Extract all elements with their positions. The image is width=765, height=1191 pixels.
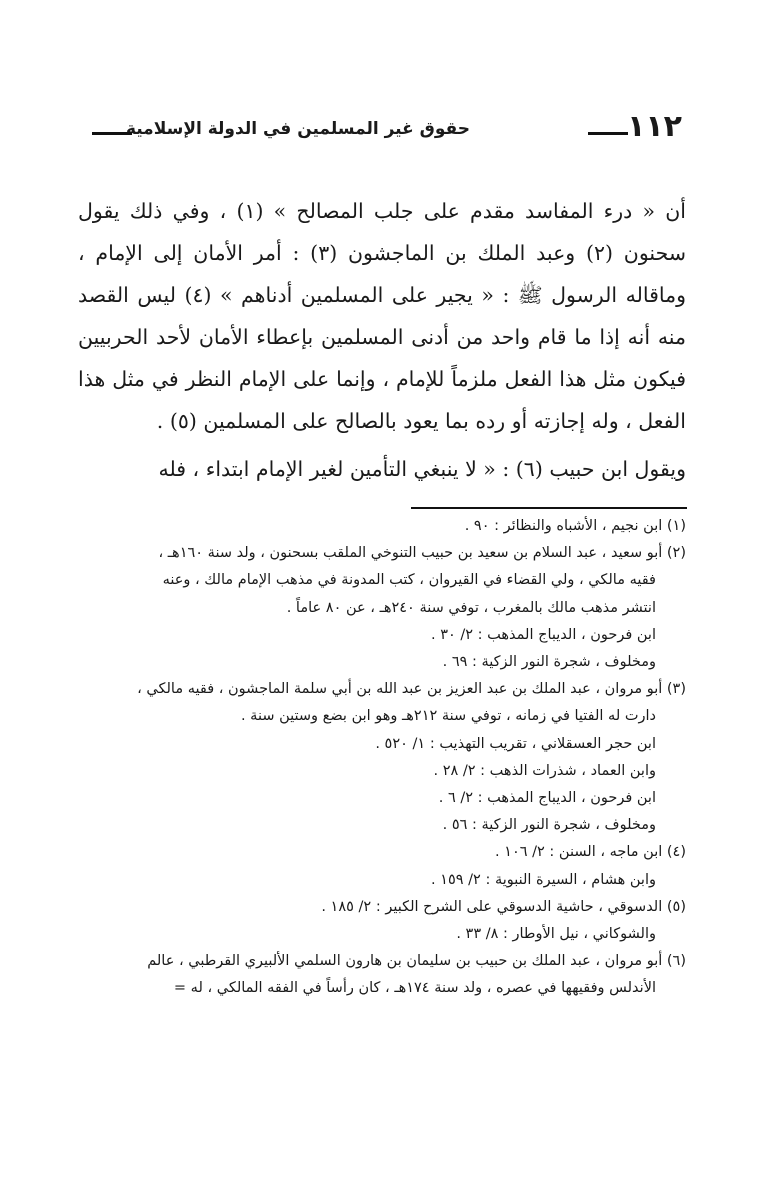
paragraph-2: ويقول ابن حبيب (٦) : « لا ينبغي التأمين لغير الإمام ابتداء ، فله bbox=[158, 457, 686, 481]
footnote-line: (٥) الدسوقي ، حاشية الدسوقي على الشرح الكبير : ٢/ ١٨٥ . bbox=[321, 898, 686, 915]
footnote-line: ومخلوف ، شجرة النور الزكية : ٥٦ . bbox=[442, 817, 656, 834]
footnote-line: (٦) أبو مروان ، عبد الملك بن حبيب بن سليمان بن هارون السلمي الألبيري القرطبي ، عالم bbox=[147, 953, 686, 970]
footnote-4 bbox=[78, 839, 686, 893]
page-header bbox=[92, 110, 682, 154]
line-3: وماقاله الرسول ﷺ : « يجير على المسلمين أدناهم » (٤) ليس القصد منه bbox=[78, 283, 686, 349]
footnote-line: ومخلوف ، شجرة النور الزكية : ٦٩ . bbox=[442, 654, 656, 671]
footnote-line: والشوكاني ، نيل الأوطار : ٨/ ٣٣ . bbox=[456, 926, 656, 943]
footnote-line: (٤) ابن ماجه ، السنن : ٢/ ١٠٦ . bbox=[494, 844, 686, 861]
footnote-line: (١) ابن نجيم ، الأشباه والنظائر : ٩٠ . bbox=[464, 518, 686, 534]
line-1: أن « درء المفاسد مقدم على جلب المصالح » (١) ، وفي ذلك يقول bbox=[78, 199, 686, 223]
footnote-line: (٣) أبو مروان ، عبد الملك بن عبد العزيز بن عبد الله بن أبي سلمة الماجشون ، فقيه مالكي ، bbox=[137, 681, 686, 698]
footnote-line: الأندلس وفقيهها في عصره ، ولد سنة ١٧٤هـ ، كان رأساً في الفقه المالكي ، له = bbox=[173, 980, 656, 997]
footnote-6 bbox=[78, 948, 686, 1002]
footnote-2 bbox=[78, 540, 686, 676]
header-rule-right bbox=[588, 132, 628, 135]
footnote-line: ابن فرحون ، الديباج المذهب : ٢/ ٣٠ . bbox=[430, 626, 656, 643]
page-number: ١١٢ bbox=[627, 109, 682, 144]
paragraph-1 bbox=[78, 190, 686, 442]
line-6: الفعل ، وله إجازته أو رده بما يعود بالصالح على المسلمين (٥) . bbox=[156, 409, 686, 433]
line-4: أنه إذا ما قام واحد من أدنى المسلمين بإعطاء الأمان لأحد الحربيين bbox=[78, 325, 651, 349]
main-text bbox=[78, 190, 686, 490]
footnote-3 bbox=[78, 676, 686, 839]
header-rule-left bbox=[92, 132, 132, 135]
line-5: فيكون مثل هذا الفعل ملزماً للإمام ، وإنما على الإمام النظر في مثل هذا bbox=[78, 367, 686, 391]
footnote-line: ابن فرحون ، الديباج المذهب : ٢/ ٦ . bbox=[438, 790, 656, 807]
footnote-line: وابن هشام ، السيرة النبوية : ٢/ ١٥٩ . bbox=[430, 871, 656, 888]
running-title: حقوق غير المسلمين في الدولة الإسلامية bbox=[125, 119, 470, 139]
footnotes bbox=[78, 513, 686, 1003]
footnote-line: وابن العماد ، شذرات الذهب : ٢/ ٢٨ . bbox=[433, 762, 656, 779]
footnote-line: ابن حجر العسقلاني ، تقريب التهذيب : ١/ ٥٢٠ . bbox=[375, 735, 656, 752]
line-2: سحنون (٢) وعبد الملك بن الماجشون (٣) : أمر الأمان إلى الإمام ، bbox=[78, 241, 687, 265]
footnote-line: (٢) أبو سعيد ، عبد السلام بن سعيد بن حبيب التنوخي الملقب بسحنون ، ولد سنة ١٦٠هـ ، bbox=[158, 545, 686, 562]
footnote-1 bbox=[78, 513, 686, 540]
footnote-line: دارت له الفتيا في زمانه ، توفي سنة ٢١٢هـ وهو ابن بضع وستين سنة . bbox=[240, 708, 656, 725]
footnote-separator bbox=[411, 507, 687, 509]
footnote-line: انتشر مذهب مالك بالمغرب ، توفي سنة ٢٤٠هـ ، عن ٨٠ عاماً . bbox=[286, 599, 656, 616]
footnote-5 bbox=[78, 894, 686, 948]
footnote-line: فقيه مالكي ، ولي القضاء في القيروان ، كتب المدونة في مذهب الإمام مالك ، وعنه bbox=[162, 572, 656, 589]
